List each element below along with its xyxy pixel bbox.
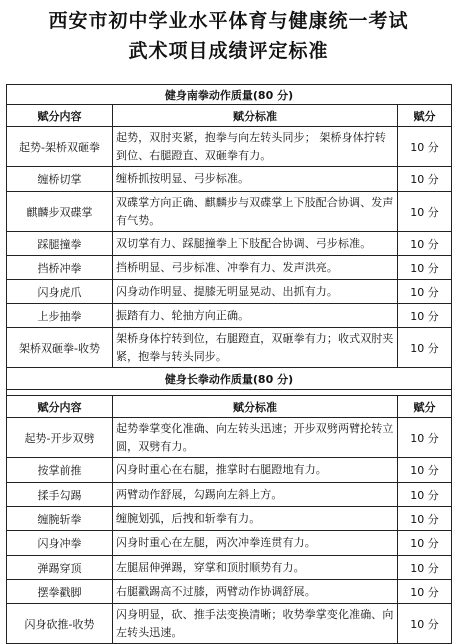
table-row — [7, 127, 452, 167]
row-score: 10 分 — [398, 280, 452, 304]
header-criteria: 赋分标准 — [113, 396, 398, 418]
table-row — [7, 192, 452, 232]
row-criteria: 右腿戳踢高不过膝，两臂动作协调舒展。 — [113, 580, 398, 604]
row-criteria: 双碟掌方向正确、麒麟步与双碟掌上下肢配合协调、发声有气势。 — [113, 192, 398, 232]
section-title-row — [7, 368, 452, 390]
row-item: 踩腿撞拳 — [7, 232, 113, 256]
table-row — [7, 256, 452, 280]
table-row — [7, 232, 452, 256]
row-score: 10 分 — [398, 418, 452, 458]
row-criteria: 双切掌有力、踩腿撞拳上下肢配合协调、弓步标准。 — [113, 232, 398, 256]
row-criteria: 起势，双肘夹紧，抱拳与向左转头同步； 架桥身体拧转到位、右腿蹬直、双砸拳有力。 — [113, 127, 398, 167]
table-row — [7, 604, 452, 644]
table-row — [7, 580, 452, 604]
row-score: 10 分 — [398, 507, 452, 531]
row-criteria: 架桥身体拧转到位，右腿蹬直，双砸拳有力；收式双肘夹紧，抱拳与转头同步。 — [113, 328, 398, 368]
row-score: 10 分 — [398, 328, 452, 368]
row-score: 10 分 — [398, 580, 452, 604]
header-criteria: 赋分标准 — [113, 105, 398, 127]
row-item: 上步抽拳 — [7, 304, 113, 328]
row-score: 10 分 — [398, 256, 452, 280]
row-item: 缠桥切掌 — [7, 167, 113, 192]
row-item: 架桥双砸拳-收势 — [7, 328, 113, 368]
row-criteria: 闪身动作明显、提膝无明显晃动、出抓有力。 — [113, 280, 398, 304]
row-item: 揉手勾踢 — [7, 483, 113, 507]
section-title: 健身南拳动作质量(80 分) — [7, 85, 452, 105]
row-criteria: 振踏有力、轮抽方向正确。 — [113, 304, 398, 328]
row-score: 10 分 — [398, 531, 452, 556]
table-row — [7, 304, 452, 328]
row-criteria: 闪身明显，砍、推手法变换清晰；收势拳掌变化准确、向左转头迅速。 — [113, 604, 398, 644]
scoring-table — [6, 84, 452, 644]
row-score: 10 分 — [398, 458, 452, 483]
row-item: 按掌前推 — [7, 458, 113, 483]
table-row — [7, 458, 452, 483]
row-score: 10 分 — [398, 304, 452, 328]
table-row — [7, 507, 452, 531]
table-row — [7, 531, 452, 556]
row-criteria: 缠桥抓按明显、弓步标准。 — [113, 167, 398, 192]
row-item: 起势-架桥双砸拳 — [7, 127, 113, 167]
header-row — [7, 105, 452, 127]
row-criteria: 两臂动作舒展，勾踢向左斜上方。 — [113, 483, 398, 507]
document-title-line1: 西安市初中学业水平体育与健康统一考试 — [48, 10, 409, 32]
row-score: 10 分 — [398, 483, 452, 507]
section-title: 健身长拳动作质量(80 分) — [7, 368, 452, 390]
header-score: 赋分 — [398, 396, 452, 418]
table-row — [7, 556, 452, 580]
section-title-row — [7, 85, 452, 105]
row-score: 10 分 — [398, 192, 452, 232]
row-item: 闪身冲拳 — [7, 531, 113, 556]
header-score: 赋分 — [398, 105, 452, 127]
table-row — [7, 280, 452, 304]
row-item: 起势-开步双劈 — [7, 418, 113, 458]
table-row — [7, 328, 452, 368]
header-item: 赋分内容 — [7, 396, 113, 418]
document-title-line2: 武术项目成绩评定标准 — [128, 40, 329, 62]
table-row — [7, 418, 452, 458]
row-score: 10 分 — [398, 604, 452, 644]
row-criteria: 闪身时重心在右腿，推掌时右腿蹬地有力。 — [113, 458, 398, 483]
table-row — [7, 167, 452, 192]
row-item: 闪身砍推-收势 — [7, 604, 113, 644]
row-score: 10 分 — [398, 556, 452, 580]
row-score: 10 分 — [398, 167, 452, 192]
row-criteria: 闪身时重心在左腿，两次冲拳连贯有力。 — [113, 531, 398, 556]
header-item: 赋分内容 — [7, 105, 113, 127]
row-item: 闪身虎爪 — [7, 280, 113, 304]
row-score: 10 分 — [398, 232, 452, 256]
row-criteria: 缠腕划弧，后拽和斩拳有力。 — [113, 507, 398, 531]
row-item: 摆拳戳脚 — [7, 580, 113, 604]
row-score: 10 分 — [398, 127, 452, 167]
row-item: 挡桥冲拳 — [7, 256, 113, 280]
row-item: 弹踢穿顶 — [7, 556, 113, 580]
row-criteria: 挡桥明显、弓步标准、冲拳有力、发声洪亮。 — [113, 256, 398, 280]
row-item: 麒麟步双碟掌 — [7, 192, 113, 232]
row-criteria: 起势拳掌变化准确、向左转头迅速；开步双劈两臂抡转立圆，双劈有力。 — [113, 418, 398, 458]
table-row — [7, 483, 452, 507]
row-criteria: 左腿屈伸弹踢，穿掌和顶肘顺势有力。 — [113, 556, 398, 580]
header-row — [7, 396, 452, 418]
row-item: 缠腕斩拳 — [7, 507, 113, 531]
